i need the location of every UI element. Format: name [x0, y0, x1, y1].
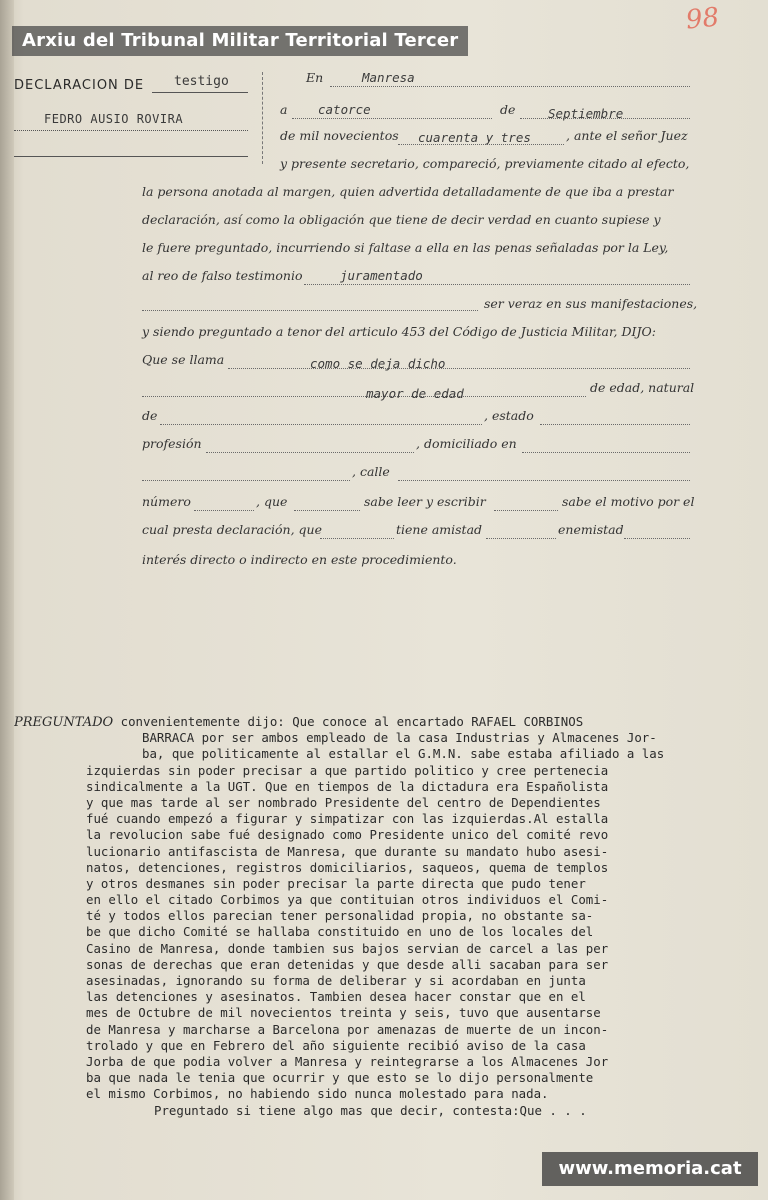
margin-separator [262, 72, 263, 164]
declarant-name: FEDRO AUSIO ROVIRA [44, 112, 184, 126]
testimony-line: ba que nada le tenia que ocurrir y que esto se lo dijo personalmente [86, 1070, 594, 1086]
dotline [522, 452, 690, 453]
dotline [320, 538, 394, 539]
testimony-line [14, 714, 762, 730]
dotline [142, 396, 586, 397]
testimony-line: en ello el citado Corbimos ya que contituian otros individuos el Comi- [86, 892, 609, 908]
testimony-line: Casino de Manresa, donde tambien sus bajos servian de carcel a las per [86, 940, 609, 956]
form-name-note: como se deja dicho [310, 356, 446, 371]
form-numero: número [142, 494, 191, 509]
form-oath: juramentado [340, 268, 423, 283]
testimony-line: lucionario antifascista de Manresa, que durante su mandato hubo asesi- [86, 843, 609, 859]
folio-number: 98 [684, 2, 721, 36]
form-profesion: profesión [142, 436, 202, 451]
form-sabe-leer: sabe leer y escribir [364, 494, 486, 509]
dotline [160, 424, 482, 425]
form-que: , que [256, 494, 288, 509]
dotline [292, 118, 492, 119]
dotline [142, 480, 350, 481]
type-underline [152, 92, 248, 93]
form-a: a [280, 102, 288, 117]
dotline [624, 538, 690, 539]
dotline [540, 424, 690, 425]
form-cual: cual presta declaración, que [142, 522, 322, 537]
form-line12: de edad, natural [590, 380, 695, 395]
form-line4: y presente secretario, compareció, previamente citado al efecto, [280, 156, 690, 171]
declaration-type: testigo [174, 74, 229, 89]
form-que-se-llama: Que se llama [142, 352, 225, 367]
testimony-line: natos, detenciones, registros domiciliarios, saqueos, quema de templos [86, 859, 609, 875]
testimony-line: izquierdas sin poder precisar a que partido politico y cree pertenecia [86, 762, 609, 778]
form-enemistad: enemistad [558, 522, 624, 537]
testimony-line: mes de Octubre de mil novecientos treinta y seis, tuvo que ausentarse [86, 1005, 601, 1021]
dotline [194, 510, 254, 511]
form-year: cuarenta y tres [418, 130, 531, 145]
testimony-line: ba, que politicamente al estallar el G.M.N. sabe estaba afiliado a las [142, 746, 665, 762]
testimony-text [14, 714, 762, 1119]
form-de-natural: de [142, 408, 158, 423]
form-month: Septiembre [548, 106, 624, 121]
form-domiciliado: , domiciliado en [416, 436, 517, 451]
dotline [304, 284, 690, 285]
testimony-line: asesinadas, ignorando su forma de deliberar y si acordaban en junta [86, 973, 586, 988]
testimony-line: Jorba de que podia volver a Manresa y reintegrarse a los Almacenes Jor [86, 1053, 609, 1069]
testimony-line: sonas de derechas que eran detenidas y que desde alli sacaban para ser [86, 956, 609, 972]
dotline [294, 510, 360, 511]
form-age-note: mayor de edad [366, 386, 464, 401]
name-underline [14, 130, 248, 131]
form-line10: y siendo preguntado a tenor del articulo 453 del Código de Justicia Militar, DIJO: [142, 324, 656, 339]
form-year-suffix: , ante el señor Juez [566, 128, 688, 143]
testimony-line: las detenciones y asesinatos. Tambien desea hacer constar que en el [86, 989, 586, 1005]
form-en: En [306, 70, 324, 85]
form-calle: , calle [352, 464, 390, 479]
dotline [486, 538, 556, 539]
testimony-line: sindicalmente a la UGT. Que en tiempos de la dictadura era Españolista [86, 778, 609, 794]
form-line6: declaración, así como la obligación que tiene de decir verdad en cuanto supiese y [142, 212, 661, 227]
archive-header: Arxiu del Tribunal Militar Territorial Tercer [12, 26, 468, 56]
testimony-closing: Preguntado si tiene algo mas que decir, contesta:Que . . . [154, 1102, 587, 1118]
header-rule [14, 156, 248, 157]
form-estado: , estado [484, 408, 534, 423]
form-day: catorce [318, 102, 371, 117]
testimony-line: BARRACA por ser ambos empleado de la casa Industrias y Almacenes Jor- [142, 730, 657, 746]
form-line18: interés directo o indirecto en este procedimiento. [142, 552, 457, 567]
dotline [228, 368, 690, 369]
dotline [206, 452, 414, 453]
form-amistad: tiene amistad [396, 522, 483, 537]
form-de: de [500, 102, 516, 117]
form-city: Manresa [362, 70, 415, 85]
dotline [494, 510, 558, 511]
testimony-line: trolado y que en Febrero del año siguiente recibió aviso de la casa [86, 1037, 586, 1053]
form-line8: al reo de falso testimonio [142, 268, 303, 283]
preguntado-label: PREGUNTADO [14, 715, 114, 730]
dotline [142, 310, 478, 311]
form-line9: ser veraz en sus manifestaciones, [484, 296, 698, 311]
dotline [398, 480, 690, 481]
testimony-line: be que dicho Comité se hallaba constituido en uno de los locales del [86, 924, 594, 940]
form-year-prefix: de mil novecientos [280, 128, 399, 143]
site-watermark: www.memoria.cat [542, 1152, 758, 1186]
form-line7: le fuere preguntado, incurriendo si faltase a ella en las penas señaladas por la Ley, [142, 240, 669, 255]
line-text: convenientemente dijo: Que conoce al encartado RAFAEL CORBINOS [120, 714, 584, 729]
binding-edge [0, 0, 14, 1200]
testimony-line: té y todos ellos parecian tener personalidad propia, no obstante sa- [86, 908, 594, 924]
testimony-line: y otros desmanes sin poder precisar la parte directa que pudo tener [86, 875, 586, 891]
testimony-line: y que mas tarde al ser nombrado Presidente del centro de Dependientes [86, 794, 601, 810]
form-sabe-motivo: sabe el motivo por el [562, 494, 695, 509]
declaration-label: DECLARACION DE [14, 78, 145, 93]
testimony-line: de Manresa y marcharse a Barcelona por amenazas de muerte de un incon- [86, 1021, 609, 1037]
form-line5: la persona anotada al margen, quien advertida detalladamente de que iba a prestar [142, 184, 674, 199]
dotline [330, 86, 690, 87]
testimony-line: fué cuando empezó a figurar y simpatizar con las izquierdas.Al estalla [86, 811, 609, 827]
testimony-line: el mismo Corbimos, no habiendo sido nunca molestado para nada. [86, 1086, 549, 1102]
testimony-line: la revolucion sabe fué designado como Presidente unico del comité revo [86, 827, 609, 843]
